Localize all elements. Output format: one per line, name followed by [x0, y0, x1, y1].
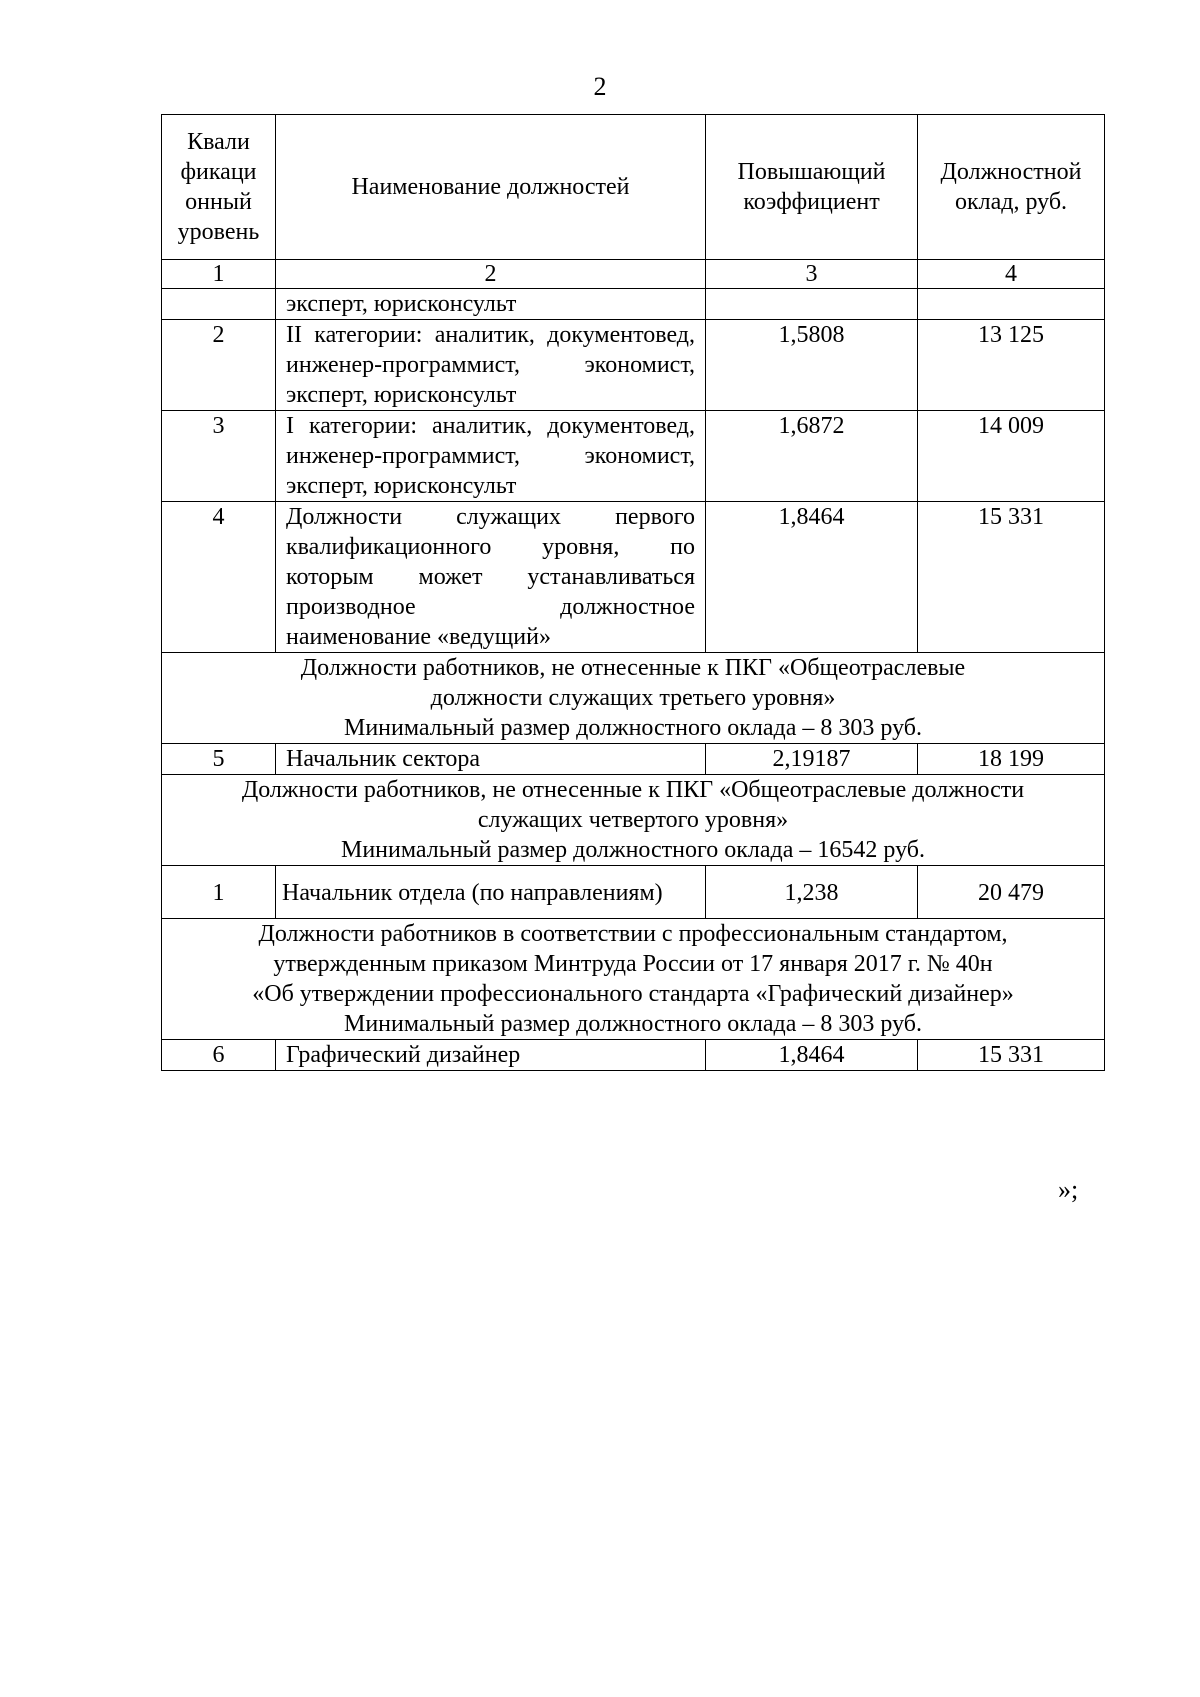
row-position-name: I категории: аналитик, документовед, инженер-программист, экономист, эксперт, юрисконсульт — [276, 411, 706, 502]
column-number-row — [162, 260, 1105, 289]
row-coefficient: 1,5808 — [706, 320, 918, 411]
row-level: 3 — [162, 411, 276, 502]
section-line: служащих четвертого уровня» — [477, 807, 789, 833]
header-col1-line: фикаци — [180, 159, 257, 185]
row-position-name: II категории: аналитик, документовед, инженер-программист, экономист, эксперт, юрисконсульт — [276, 320, 706, 411]
row-position-name: Должности служащих первого квалификационного уровня, по которым может устанавливаться производное должностное наименование «ведущий» — [276, 502, 706, 653]
column-number: 1 — [162, 260, 276, 289]
row-salary: 14 009 — [918, 411, 1105, 502]
row-salary: 15 331 — [918, 502, 1105, 653]
section-header-row — [162, 653, 1105, 744]
row-coefficient: 1,238 — [706, 866, 918, 919]
row-salary: 18 199 — [918, 744, 1105, 775]
row-level — [162, 289, 276, 320]
table-row — [162, 289, 1105, 320]
row-level: 6 — [162, 1040, 276, 1071]
section-header — [162, 919, 1105, 1040]
table-row — [162, 744, 1105, 775]
header-salary — [918, 115, 1105, 260]
row-position-name: эксперт, юрисконсульт — [276, 289, 706, 320]
section-line: Минимальный размер должностного оклада – 16542 руб. — [341, 837, 925, 863]
row-salary: 20 479 — [918, 866, 1105, 919]
table-header-row — [162, 115, 1105, 260]
section-line: «Об утверждении профессионального стандарта «Графический дизайнер» — [252, 981, 1014, 1007]
section-header — [162, 775, 1105, 866]
closing-quote: »; — [1058, 1175, 1079, 1204]
row-coefficient: 1,8464 — [706, 1040, 918, 1071]
row-coefficient: 2,19187 — [706, 744, 918, 775]
row-position-name: Начальник сектора — [276, 744, 706, 775]
column-number: 4 — [918, 260, 1105, 289]
section-line: Должности работников, не отнесенные к ПКГ «Общеотраслевые должности — [241, 777, 1025, 803]
section-header — [162, 653, 1105, 744]
section-line: утвержденным приказом Минтруда России от 17 января 2017 г. № 40н — [273, 951, 993, 977]
header-col4-line: Должностной — [940, 159, 1082, 185]
row-level: 5 — [162, 744, 276, 775]
table-row — [162, 1040, 1105, 1071]
section-line: Минимальный размер должностного оклада – 8 303 руб. — [344, 1011, 922, 1037]
row-salary: 15 331 — [918, 1040, 1105, 1071]
section-line: Минимальный размер должностного оклада – 8 303 руб. — [344, 715, 922, 741]
header-col3-line: Повышающий — [737, 159, 886, 185]
table-row — [162, 320, 1105, 411]
row-salary: 13 125 — [918, 320, 1105, 411]
table-row — [162, 866, 1105, 919]
header-col1-line: уровень — [177, 219, 260, 245]
row-level: 1 — [162, 866, 276, 919]
header-qualification-level — [162, 115, 276, 260]
section-line: должности служащих третьего уровня» — [430, 685, 836, 711]
section-header-row — [162, 919, 1105, 1040]
section-header-row — [162, 775, 1105, 866]
row-level: 4 — [162, 502, 276, 653]
row-coefficient: 1,6872 — [706, 411, 918, 502]
header-coefficient — [706, 115, 918, 260]
header-col3-line: коэффициент — [743, 189, 880, 215]
row-position-name: Начальник отдела (по направлениям) — [276, 866, 706, 919]
header-col1-line: онный — [185, 189, 252, 215]
section-line: Должности работников в соответствии с профессиональным стандартом, — [258, 921, 1008, 947]
row-position-name: Графический дизайнер — [276, 1040, 706, 1071]
header-col4-line: оклад, руб. — [954, 189, 1068, 215]
table-row — [162, 411, 1105, 502]
table-row — [162, 502, 1105, 653]
salary-table — [161, 114, 1105, 1071]
header-position-name: Наименование должностей — [276, 115, 706, 260]
row-coefficient — [706, 289, 918, 320]
section-line: Должности работников, не отнесенные к ПКГ «Общеотраслевые — [300, 655, 966, 681]
page-number: 2 — [593, 72, 607, 101]
header-col1-line: Квали — [187, 129, 250, 155]
column-number: 2 — [276, 260, 706, 289]
row-salary — [918, 289, 1105, 320]
row-coefficient: 1,8464 — [706, 502, 918, 653]
row-level: 2 — [162, 320, 276, 411]
column-number: 3 — [706, 260, 918, 289]
